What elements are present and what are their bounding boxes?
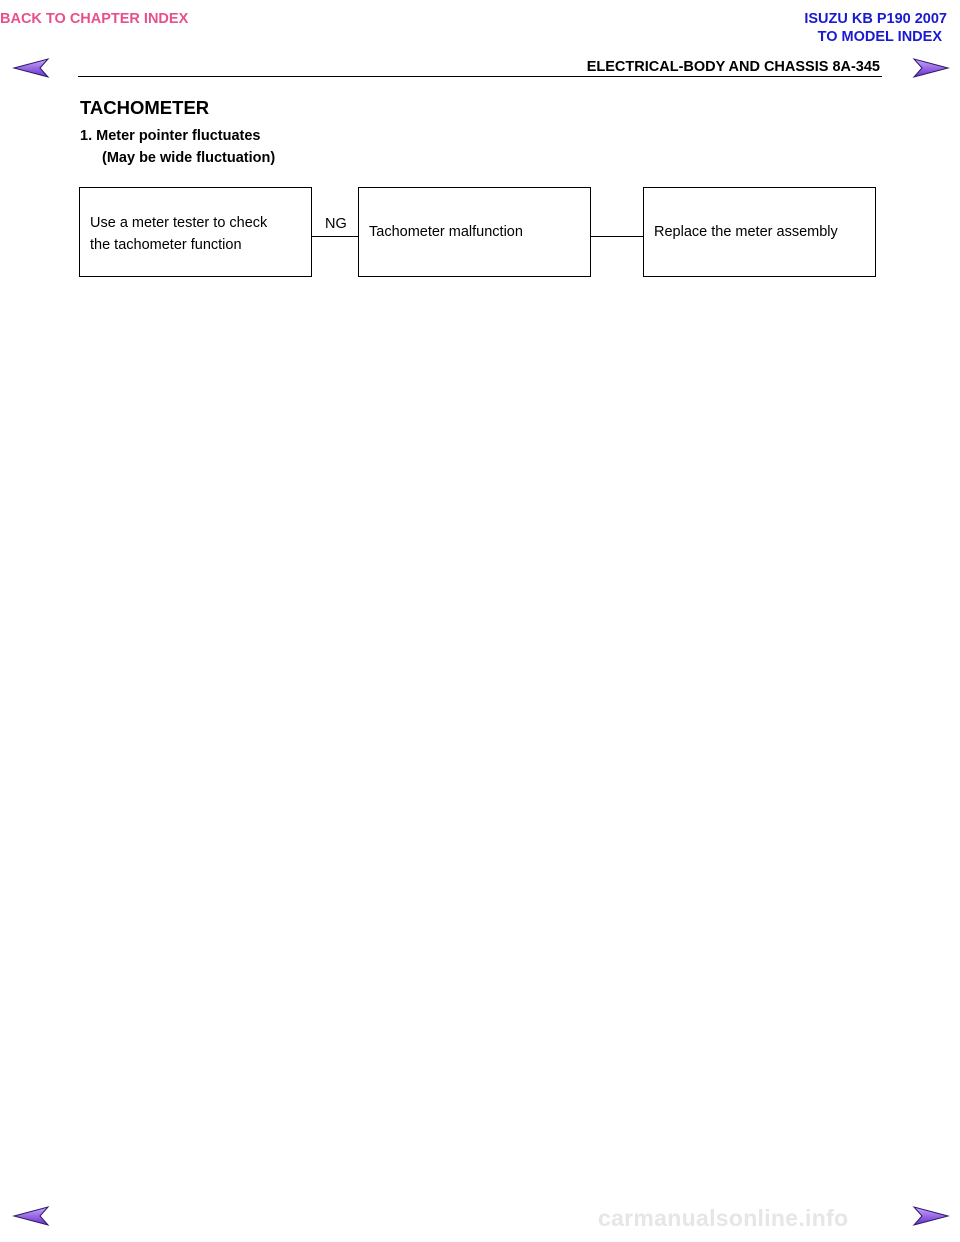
flow-connector xyxy=(591,236,643,237)
flow-box-malfunction xyxy=(358,187,591,277)
flow-connector-ng xyxy=(312,236,358,237)
step-subtitle: (May be wide fluctuation) xyxy=(102,150,276,166)
page-header-title: ELECTRICAL-BODY AND CHASSIS 8A-345 xyxy=(586,59,880,75)
flow-box-replace xyxy=(643,187,876,277)
flow-box-check-text xyxy=(90,212,305,256)
back-to-chapter-index-link[interactable]: BACK TO CHAPTER INDEX xyxy=(0,11,189,27)
flow-box-check-line2: the tachometer function xyxy=(90,237,242,253)
to-model-index-link[interactable]: TO MODEL INDEX xyxy=(817,29,942,45)
flow-box-check xyxy=(79,187,312,277)
watermark-text: carmanualsonline.info xyxy=(598,1205,849,1231)
flow-box-replace-text: Replace the meter assembly xyxy=(654,224,838,240)
next-page-arrow-icon[interactable] xyxy=(912,56,950,80)
flow-box-malfunction-text: Tachometer malfunction xyxy=(369,224,523,240)
section-title: TACHOMETER xyxy=(80,97,210,118)
flow-box-check-line1: Use a meter tester to check xyxy=(90,215,268,231)
ng-label: NG xyxy=(325,216,347,232)
step-title: 1. Meter pointer fluctuates xyxy=(80,128,261,144)
model-name-link[interactable]: ISUZU KB P190 2007 xyxy=(804,11,947,27)
next-page-arrow-icon[interactable] xyxy=(912,1204,950,1228)
previous-page-arrow-icon[interactable] xyxy=(12,56,50,80)
previous-page-arrow-icon[interactable] xyxy=(12,1204,50,1228)
header-divider xyxy=(78,76,882,77)
